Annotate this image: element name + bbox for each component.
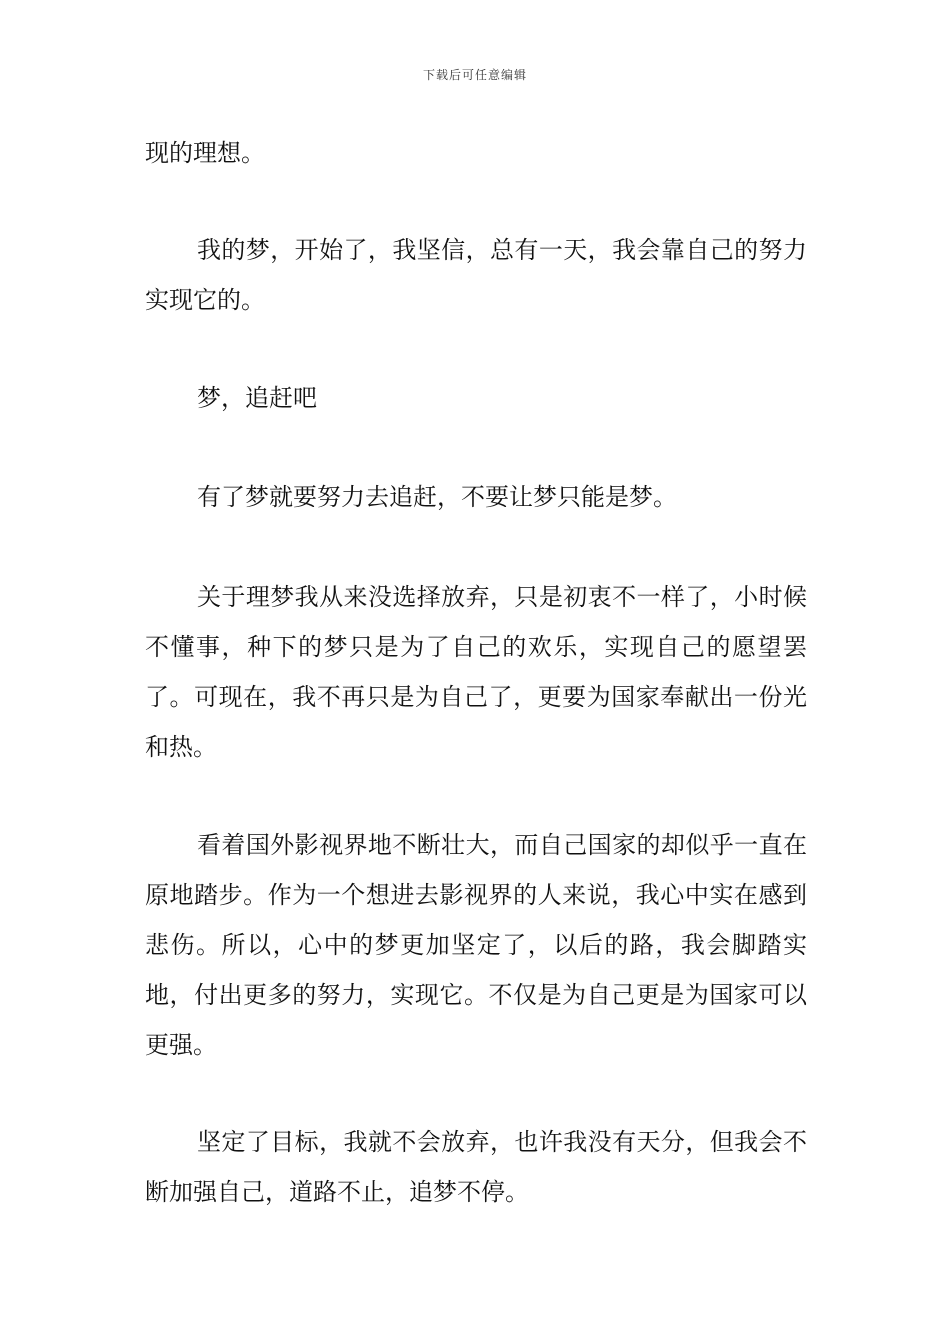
page-header: 下载后可任意编辑: [422, 68, 527, 82]
paragraph-7: 坚定了目标，我就不会放弃，也许我没有天分，但我会不断加强自己，道路不止，追梦不停。: [145, 1128, 807, 1206]
paragraph-5: 关于理梦我从来没选择放弃，只是初衷不一样了，小时候不懂事，种下的梦只是为了自己的欢乐，实现自己的愿望罢了。可现在，我不再只是为自己了，更要为国家奉献出一份光和热。: [145, 583, 807, 761]
paragraph-1: 现的理想。: [145, 139, 265, 167]
paragraph-2: 我的梦，开始了，我坚信，总有一天，我会靠自己的努力实现它的。: [145, 236, 807, 314]
paragraph-6: 看着国外影视界地不断壮大，而自己国家的却似乎一直在原地踏步。作为一个想进去影视界的人来说，我心中实在感到悲伤。所以，心中的梦更加坚定了，以后的路，我会脚踏实地，付出更多的努力，实现它。不仅是为自己更是为国家可以更强。: [145, 831, 807, 1059]
paragraph-3-subheading: 梦，追赶吧: [197, 384, 317, 412]
paragraph-4: 有了梦就要努力去追赶，不要让梦只能是梦。: [197, 483, 677, 511]
